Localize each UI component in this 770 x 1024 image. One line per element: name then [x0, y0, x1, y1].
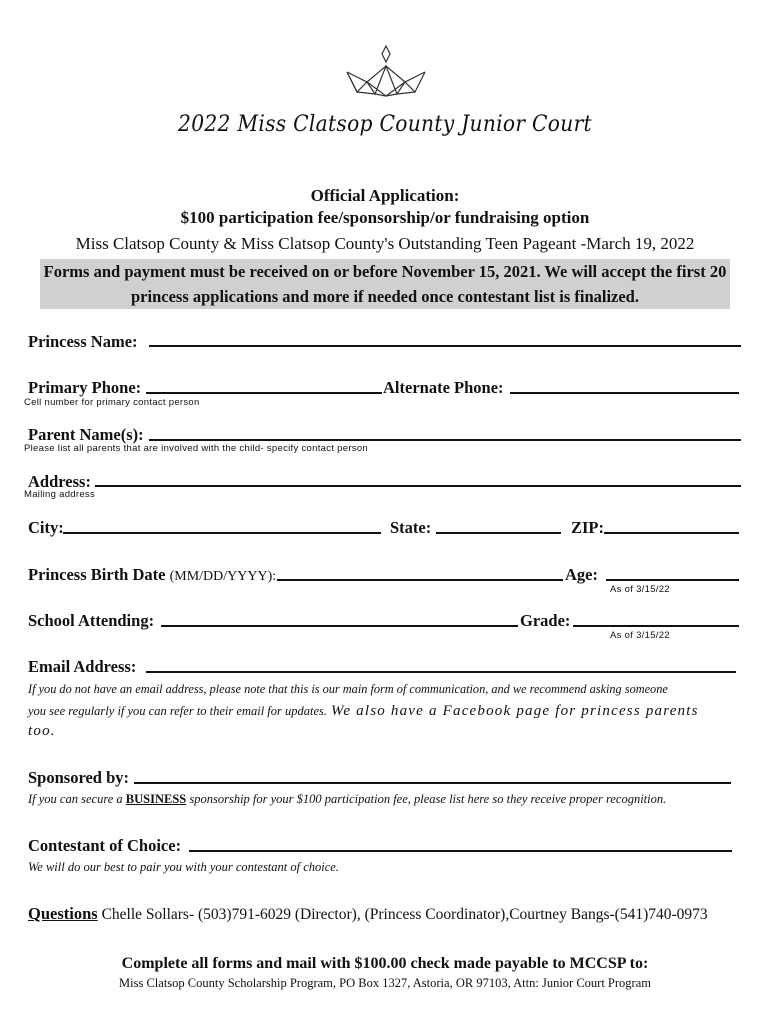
- school-label: School Attending:: [28, 611, 155, 630]
- crown-icon: [343, 44, 429, 102]
- parent-names-field[interactable]: [149, 439, 741, 441]
- alternate-phone-field[interactable]: [510, 392, 739, 394]
- alternate-phone-label: Alternate Phone:: [383, 378, 504, 397]
- sponsor-note-pre: If you can secure a: [28, 792, 123, 806]
- email-note-line-2a: you see regularly if you can refer to their email for updates.: [28, 704, 328, 718]
- contestant-note: We will do our best to pair you with your contestant of choice.: [28, 860, 339, 874]
- birth-date-label-text: Princess Birth Date: [28, 565, 166, 584]
- sponsor-note-post: sponsorship for your $100 participation fee, please list here so they receive proper recognition.: [189, 792, 667, 806]
- questions-line: [28, 904, 708, 924]
- zip-field[interactable]: [604, 532, 739, 534]
- school-field[interactable]: [161, 625, 518, 627]
- email-note-line-2b: We also have a Facebook page for princess parents: [331, 703, 699, 719]
- email-note-line-1: If you do not have an email address, please note that this is our main form of communication, and we recommend asking someone: [28, 682, 668, 696]
- state-label: State:: [390, 518, 432, 537]
- official-application-heading: Official Application:: [310, 186, 460, 205]
- primary-phone-field[interactable]: [146, 392, 382, 394]
- email-label: Email Address:: [28, 657, 137, 676]
- deadline-notice: [40, 259, 730, 309]
- sponsored-by-field[interactable]: [134, 782, 731, 784]
- grade-field[interactable]: [573, 625, 739, 627]
- zip-label: ZIP:: [571, 518, 604, 537]
- contestant-choice-field[interactable]: [189, 850, 732, 852]
- primary-phone-label: Primary Phone:: [28, 378, 142, 397]
- grade-label: Grade:: [520, 611, 571, 630]
- email-field[interactable]: [146, 671, 736, 673]
- city-field[interactable]: [63, 532, 381, 534]
- address-field[interactable]: [95, 485, 741, 487]
- mailing-address: Miss Clatsop County Scholarship Program, PO Box 1327, Astoria, OR 97103, Attn: Junior Court Program: [119, 976, 651, 990]
- sponsor-note: [28, 792, 666, 807]
- state-field[interactable]: [436, 532, 561, 534]
- parent-names-hint: Please list all parents that are involved with the child- specify contact person: [24, 443, 368, 454]
- address-label: Address:: [28, 472, 91, 491]
- birth-date-format: (MM/DD/YYYY):: [169, 569, 277, 584]
- birth-date-field[interactable]: [277, 579, 563, 581]
- age-label: Age:: [565, 565, 598, 584]
- sponsor-note-business: BUSINESS: [125, 792, 187, 806]
- age-field[interactable]: [606, 579, 739, 581]
- pageant-line: Miss Clatsop County & Miss Clatsop County's Outstanding Teen Pageant -March 19, 2022: [75, 234, 695, 253]
- primary-phone-hint: Cell number for primary contact person: [24, 397, 200, 408]
- grade-hint: As of 3/15/22: [610, 630, 670, 641]
- email-note-line-2: [28, 702, 699, 720]
- address-hint: Mailing address: [24, 489, 96, 500]
- parent-names-label: Parent Name(s):: [28, 425, 144, 444]
- questions-text: Chelle Sollars- (503)791-6029 (Director), (Princess Coordinator),Courtney Bangs-(541)740-0973: [101, 906, 708, 923]
- princess-name-label: Princess Name:: [28, 332, 138, 351]
- deadline-line-1: Forms and payment must be received on or before November 15, 2021. We will accept the first 20: [43, 262, 727, 281]
- sponsored-by-label: Sponsored by:: [28, 768, 130, 787]
- email-note-line-3: too.: [28, 723, 56, 739]
- complete-instructions: Complete all forms and mail with $100.00 check made payable to MCCSP to:: [121, 955, 649, 972]
- city-label: City:: [28, 518, 64, 537]
- contestant-choice-label: Contestant of Choice:: [28, 836, 182, 855]
- page-title: 2022 Miss Clatsop County Junior Court: [178, 112, 592, 137]
- age-hint: As of 3/15/22: [610, 584, 670, 595]
- birth-date-label: [28, 565, 276, 585]
- fee-heading: $100 participation fee/sponsorship/or fundraising option: [180, 208, 590, 227]
- deadline-line-2: princess applications and more if needed once contestant list is finalized.: [131, 287, 639, 306]
- princess-name-field[interactable]: [149, 345, 741, 347]
- questions-label: Questions: [28, 904, 98, 923]
